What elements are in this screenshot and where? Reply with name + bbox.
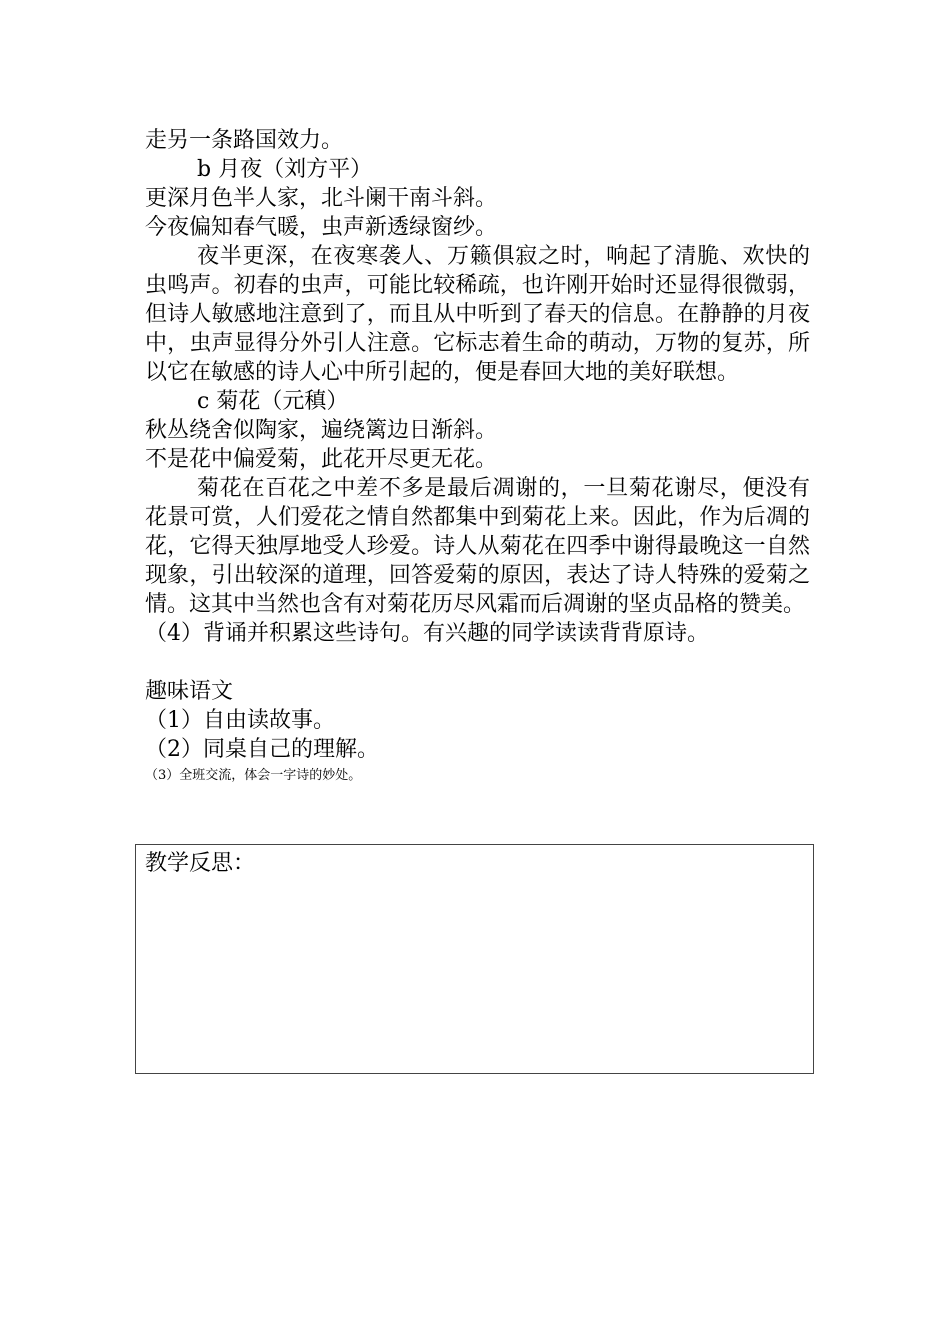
poem-b-line-2: 今夜偏知春气暖，虫声新透绿窗纱。 [145, 215, 498, 240]
teaching-reflection-label: 教学反思： [145, 851, 256, 876]
poem-c-title: c 菊花（元稹） [197, 389, 349, 414]
teaching-reflection-box[interactable] [135, 844, 814, 1074]
blank-line [145, 648, 810, 677]
poem-b-commentary: 夜半更深，在夜寒袭人、万籁俱寂之时，响起了清脆、欢快的虫鸣声。初春的虫声，可能比较稀疏，也许刚开始时还显得很微弱，但诗人敏感地注意到了，而且从中听到了春天的信息。在静静的月夜中，虫声显得分外引人注意。它标志着生命的萌动，万物的复苏，所以它在敏感的诗人心中所引起的，便是春回大地的美好联想。 [145, 244, 810, 385]
fun-step-2: （2）同桌自己的理解。 [145, 737, 379, 762]
poem-b-title: b 月夜（刘方平） [197, 157, 373, 182]
poem-b-line-1: 更深月色半人家，北斗阑干南斗斜。 [145, 186, 498, 211]
poem-c-commentary: 菊花在百花之中差不多是最后凋谢的，一旦菊花谢尽，便没有花景可赏，人们爱花之情自然都集中到菊花上来。因此，作为后凋的花，它得天独厚地受人珍爱。诗人从菊花在四季中谢得最晚这一自然现象，引出较深的道理，回答爱菊的原因，表达了诗人特殊的爱菊之情。这其中当然也含有对菊花历尽风霜而后凋谢的坚贞品格的赞美。 [145, 476, 810, 617]
step-4: （4）背诵并积累这些诗句。有兴趣的同学读读背背原诗。 [145, 621, 709, 646]
fun-section-heading: 趣味语文 [145, 679, 234, 704]
document-body [145, 126, 810, 786]
poem-c-line-2: 不是花中偏爱菊，此花开尽更无花。 [145, 447, 498, 472]
fun-step-1: （1）自由读故事。 [145, 708, 335, 733]
fun-step-3: （3）全班交流，体会一字诗的妙处。 [145, 768, 362, 783]
text-line: 走另一条路国效力。 [145, 128, 344, 153]
poem-c-line-1: 秋丛绕舍似陶家，遍绕篱边日渐斜。 [145, 418, 498, 443]
